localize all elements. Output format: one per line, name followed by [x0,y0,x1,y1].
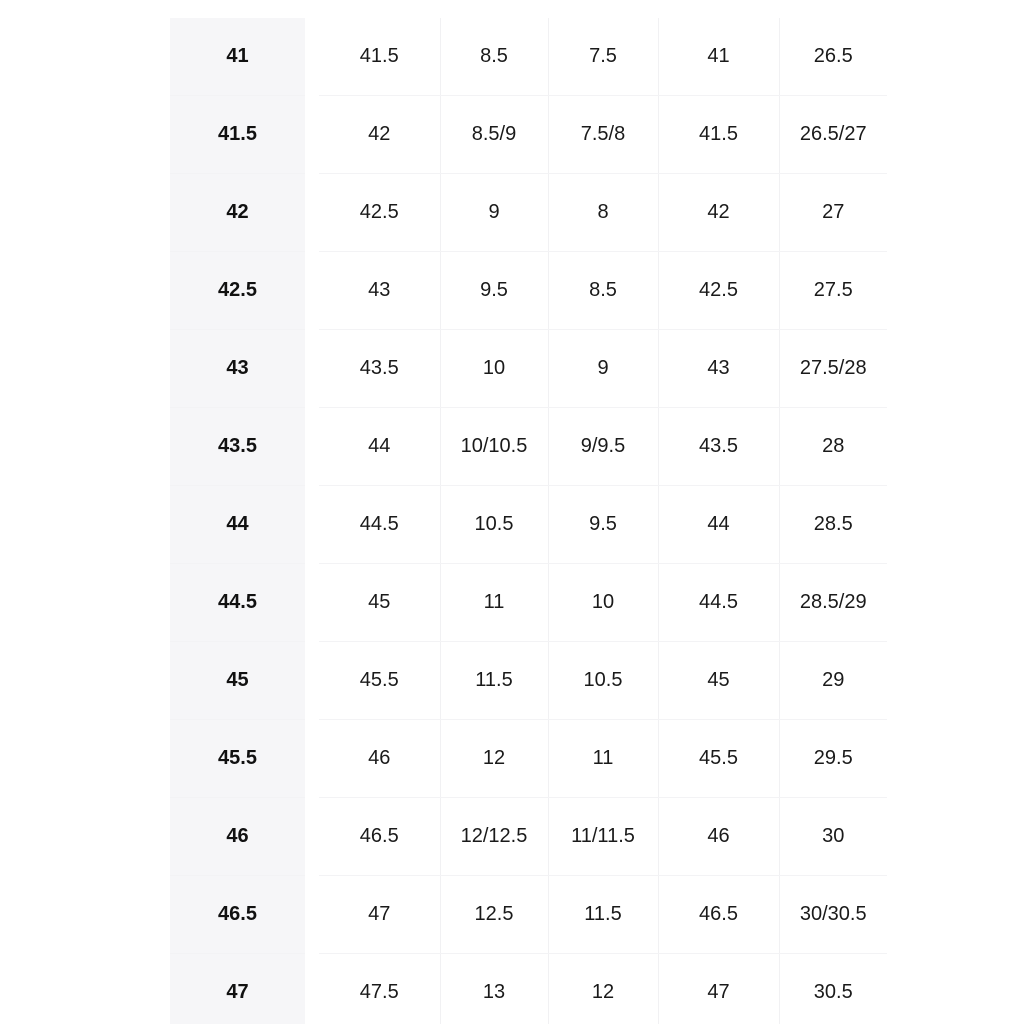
table-cell: 44 [312,408,440,486]
table-cell: 41 [658,18,779,96]
table-row [170,252,887,330]
row-key-cell: 43.5 [170,408,312,486]
table-cell: 45 [312,564,440,642]
table-cell: 10/10.5 [440,408,548,486]
table-cell: 44 [658,486,779,564]
table-cell: 11/11.5 [548,798,658,876]
table-cell: 13 [440,954,548,1024]
table-cell: 45.5 [658,720,779,798]
table-cell: 28.5 [779,486,887,564]
table-cell: 43 [658,330,779,408]
table-cell: 11 [440,564,548,642]
row-key-cell: 41 [170,18,312,96]
table-cell: 12 [548,954,658,1024]
table-cell: 28 [779,408,887,486]
table-cell: 9 [548,330,658,408]
table-cell: 44.5 [312,486,440,564]
table-cell: 44.5 [658,564,779,642]
table-cell: 30.5 [813,981,853,1003]
table-cell: 47 [658,954,779,1024]
table-row [170,408,887,486]
size-chart-table [170,18,887,1024]
table-row [170,642,887,720]
table-cell: 46 [312,720,440,798]
table-cell: 8 [548,174,658,252]
table-row [170,954,887,1024]
table-row [170,330,887,408]
table-cell: 7.5/8 [548,96,658,174]
size-chart-body [170,18,887,1024]
table-cell: 43.5 [312,330,440,408]
row-key-cell: 44 [170,486,312,564]
table-cell: 45 [658,642,779,720]
table-cell: 29 [779,642,887,720]
table-cell: 12 [440,720,548,798]
table-row [170,96,887,174]
table-cell: 43 [312,252,440,330]
table-cell: 41.5 [658,96,779,174]
table-cell: 43.5 [658,408,779,486]
table-cell: 10 [440,330,548,408]
table-cell: 10.5 [548,642,658,720]
table-cell: 7.5 [548,18,658,96]
table-cell: 10 [548,564,658,642]
table-cell: 46.5 [658,876,779,954]
table-cell: 42.5 [658,252,779,330]
table-cell: 47 [312,876,440,954]
row-key-cell: 46 [170,798,312,876]
table-cell: 8.5 [548,252,658,330]
table-cell: 42 [312,96,440,174]
row-key-cell: 45 [170,642,312,720]
row-key-cell: 45.5 [170,720,312,798]
table-cell: 11.5 [440,642,548,720]
table-cell: 27.5/28 [779,330,887,408]
table-cell: 47.5 [312,954,440,1024]
row-key-cell: 44.5 [170,564,312,642]
table-cell: 46.5 [312,798,440,876]
table-row [170,564,887,642]
table-cell: 28.5/29 [779,564,887,642]
table-cell: 30 [779,798,887,876]
table-cell: 9 [440,174,548,252]
table-cell: 8.5 [440,18,548,96]
table-cell: 42 [658,174,779,252]
table-cell: 9.5 [440,252,548,330]
table-cell: 27 [779,174,887,252]
row-key-cell: 42.5 [170,252,312,330]
table-row [170,798,887,876]
table-cell: 12.5 [440,876,548,954]
row-key-cell: 46.5 [170,876,312,954]
table-cell: 45.5 [312,642,440,720]
table-cell: 9/9.5 [548,408,658,486]
table-cell: 26.5/27 [779,96,887,174]
table-cell: 41.5 [312,18,440,96]
row-key-cell: 41.5 [170,96,312,174]
table-cell: 9.5 [548,486,658,564]
row-key-cell: 47 [170,954,312,1024]
table-row [170,486,887,564]
table-cell: 11.5 [548,876,658,954]
table-cell: 26.5 [779,18,887,96]
table-cell: 42.5 [312,174,440,252]
row-key-cell: 42 [170,174,312,252]
table-cell: 29.5 [779,720,887,798]
table-cell: 27.5 [779,252,887,330]
table-cell: 30/30.5 [779,876,887,954]
table-cell: 12/12.5 [440,798,548,876]
table-cell: 10.5 [440,486,548,564]
table-row [170,876,887,954]
row-key-cell: 43 [170,330,312,408]
table-row [170,174,887,252]
table-cell: 8.5/9 [440,96,548,174]
table-cell: 46 [658,798,779,876]
table-row [170,18,887,96]
table-cell: 11 [548,720,658,798]
table-row [170,720,887,798]
